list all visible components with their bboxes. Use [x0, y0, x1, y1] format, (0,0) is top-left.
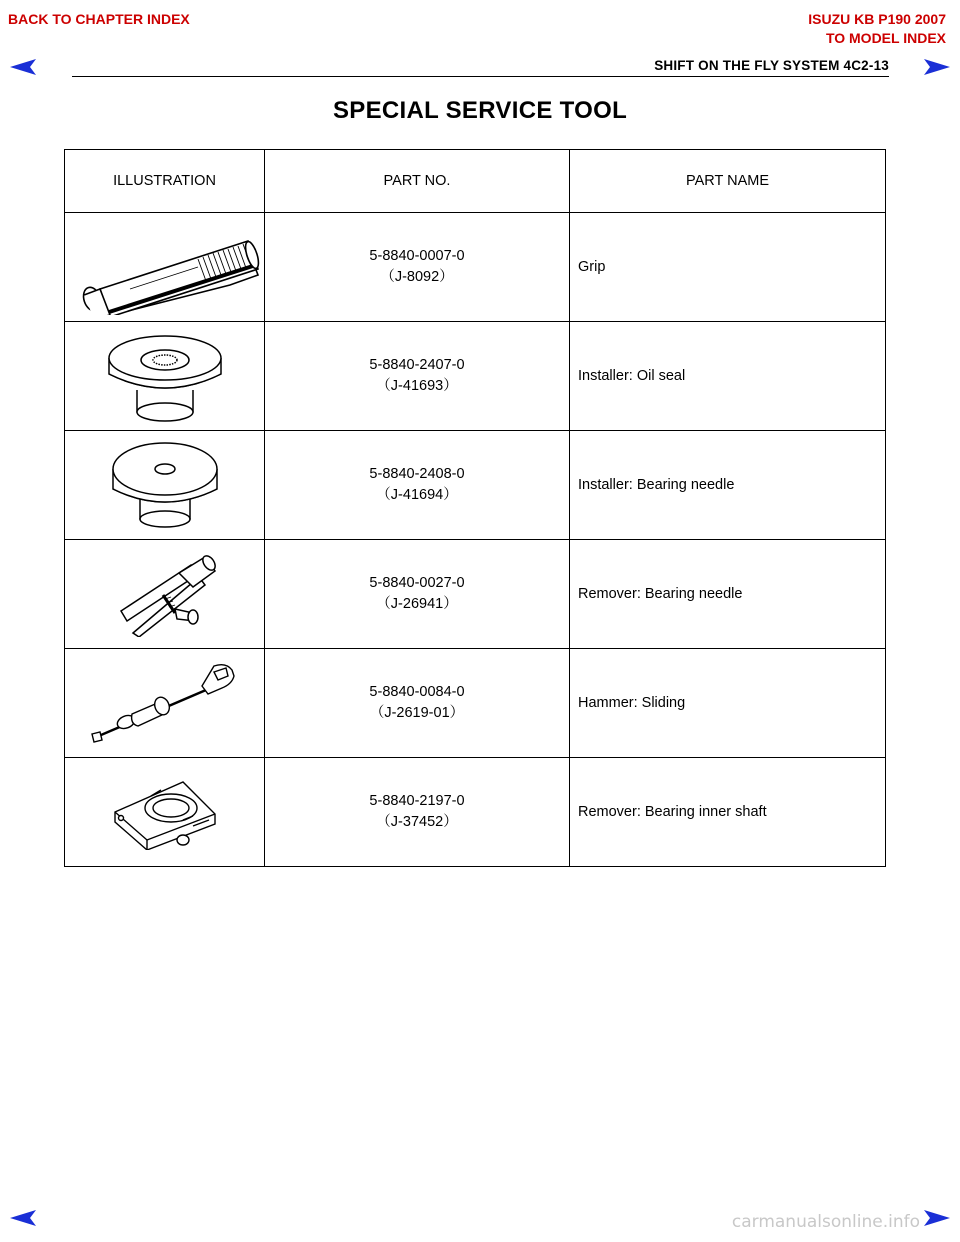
- part-number: 5-8840-2407-0: [369, 357, 465, 373]
- part-number-cell: [265, 758, 570, 867]
- table-row: [65, 213, 886, 322]
- part-name: Remover: Bearing inner shaft: [578, 804, 767, 820]
- alt-part-number: （J-2619-01）: [369, 705, 465, 721]
- part-number-cell: [265, 213, 570, 322]
- part-number: 5-8840-2197-0: [369, 793, 465, 809]
- part-name: Hammer: Sliding: [578, 695, 686, 711]
- model-title: ISUZU KB P190 2007: [808, 11, 946, 27]
- part-number-cell: [265, 540, 570, 649]
- part-name: Installer: Bearing needle: [578, 477, 735, 493]
- oil-seal-installer-icon: [105, 330, 225, 422]
- part-number: 5-8840-2408-0: [369, 466, 465, 482]
- part-name-cell: [570, 758, 886, 867]
- part-name-cell: [570, 649, 886, 758]
- alt-part-number: （J-37452）: [376, 814, 458, 830]
- table-row: [65, 758, 886, 867]
- watermark: carmanualsonline.info: [731, 1212, 920, 1232]
- next-page-arrow-icon[interactable]: [924, 1210, 950, 1226]
- part-name-cell: [570, 540, 886, 649]
- table-header-row: [65, 150, 886, 213]
- part-number-cell: [265, 649, 570, 758]
- part-number: 5-8840-0084-0: [369, 684, 465, 700]
- alt-part-number: （J-41694）: [376, 487, 458, 503]
- back-to-chapter-index-link[interactable]: BACK TO CHAPTER INDEX: [8, 11, 190, 27]
- grip-tool-icon: [70, 219, 260, 315]
- table-row: [65, 322, 886, 431]
- part-number-cell: [265, 431, 570, 540]
- illustration-cell: [65, 322, 265, 431]
- table-row: [65, 649, 886, 758]
- alt-part-number: （J-26941）: [376, 596, 458, 612]
- sliding-hammer-icon: [90, 662, 240, 744]
- header-part-no: PART NO.: [265, 150, 570, 213]
- header-divider: [72, 76, 889, 77]
- illustration-cell: [65, 431, 265, 540]
- bearing-needle-remover-icon: [113, 551, 217, 637]
- alt-part-number: （J-41693）: [376, 378, 458, 394]
- illustration-cell: [65, 213, 265, 322]
- section-header: SHIFT ON THE FLY SYSTEM 4C2-13: [654, 58, 889, 73]
- part-name-cell: [570, 431, 886, 540]
- next-page-arrow-icon[interactable]: [924, 59, 950, 75]
- part-number: 5-8840-0007-0: [369, 248, 465, 264]
- table-row: [65, 431, 886, 540]
- part-name: Grip: [578, 259, 606, 275]
- illustration-cell: [65, 758, 265, 867]
- bearing-inner-shaft-remover-icon: [113, 774, 217, 850]
- alt-part-number: （J-8092）: [380, 269, 454, 285]
- illustration-cell: [65, 649, 265, 758]
- to-model-index-link[interactable]: TO MODEL INDEX: [825, 30, 946, 46]
- part-number-cell: [265, 322, 570, 431]
- header-part-name: PART NAME: [570, 150, 886, 213]
- illustration-cell: [65, 540, 265, 649]
- part-name: Remover: Bearing needle: [578, 586, 743, 602]
- part-number: 5-8840-0027-0: [369, 575, 465, 591]
- part-name-cell: [570, 213, 886, 322]
- bearing-needle-installer-icon: [110, 439, 220, 531]
- page-title: SPECIAL SERVICE TOOL: [332, 97, 628, 124]
- special-service-tool-table: [64, 149, 886, 867]
- header-illustration: ILLUSTRATION: [65, 150, 265, 213]
- previous-page-arrow-icon[interactable]: [10, 1210, 36, 1226]
- table-row: [65, 540, 886, 649]
- part-name-cell: [570, 322, 886, 431]
- previous-page-arrow-icon[interactable]: [10, 59, 36, 75]
- part-name: Installer: Oil seal: [578, 368, 686, 384]
